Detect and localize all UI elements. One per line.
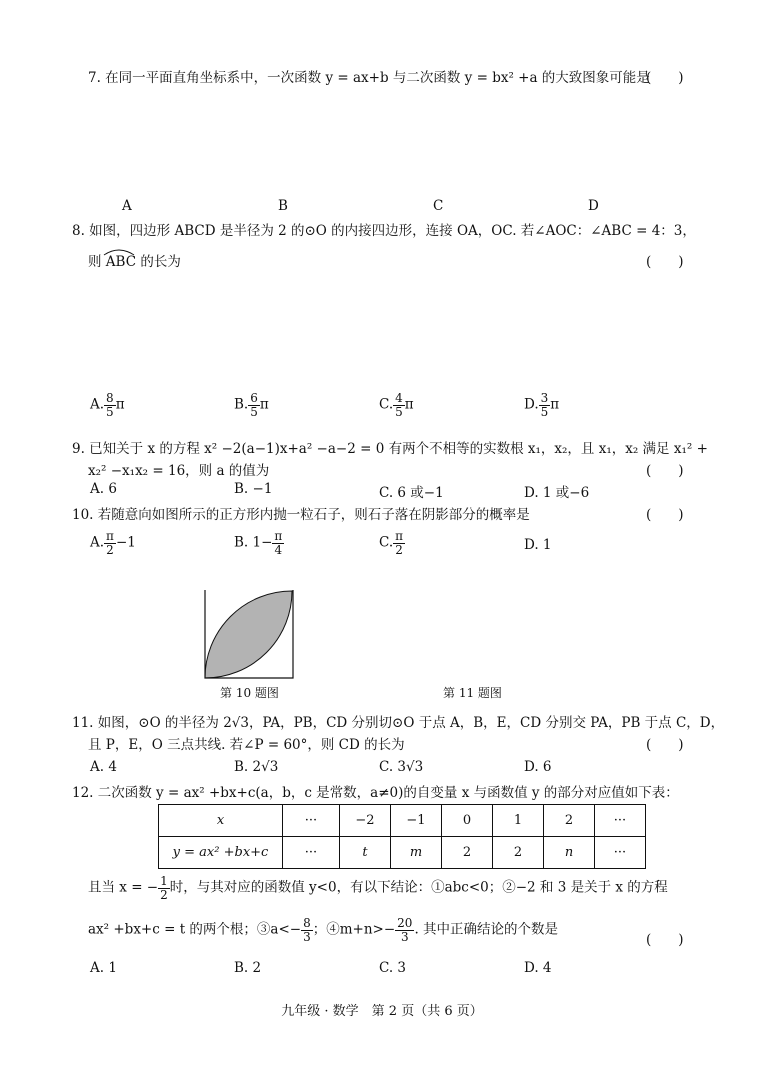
q12-stem-line1: 12. 二次函数 y = ax² +bx+c(a，b，c 是常数，a≠0)的自变量 x 与函数值 y 的部分对应值如下表：: [72, 785, 679, 801]
q8-option-c: C. $\frac{4}{5}$ π: [379, 391, 414, 419]
q8-option-b: B. $\frac{6}{5}$ π: [234, 391, 269, 419]
q9-option-d: D. 1 或−6: [524, 485, 590, 501]
q10-option-b: B. 1− $\frac{\pi}{4}$: [234, 529, 283, 557]
table-cell: 2: [493, 837, 544, 869]
table-cell: x: [159, 805, 283, 837]
q8-option-a: A. $\frac{8}{5}$ π: [90, 391, 125, 419]
q12-option-c: C. 3: [379, 960, 407, 976]
q11-answer-paren: ( ): [646, 737, 684, 753]
q12-stem-line3: ax² +bx+c = t 的两个根；③a<− $\frac{8}{3}$ ；④m+n>− $\frac{20}{3}$ . 其中正确结论的个数是: [88, 916, 559, 944]
q9-stem-line1: 9. 已知关于 x 的方程 x² −2(a−1)x+a² −a−2 = 0 有两个不相等的实数根 x₁，x₂，且 x₁，x₂ 满足 x₁² +: [72, 441, 708, 457]
table-cell: ···: [595, 837, 646, 869]
q12-stem-line2: 且当 x = − $\frac{1}{2}$ 时，与其对应的函数值 y<0，有以下结论：①abc<0；②−2 和 3 是关于 x 的方程: [88, 874, 668, 902]
table-cell: 2: [442, 837, 493, 869]
q12-option-d: D. 4: [524, 960, 552, 976]
table-cell: −1: [391, 805, 442, 837]
q12-option-a: A. 1: [90, 960, 117, 976]
q8-stem-line2: 则 ABC 的长为: [88, 254, 181, 270]
table-cell: 1: [493, 805, 544, 837]
q10-answer-paren: ( ): [646, 507, 684, 523]
q11-stem-line1: 11. 如图，⊙O 的半径为 2√3，PA，PB，CD 分别切⊙O 于点 A，B，E，CD 分别交 PA，PB 于点 C，D，: [72, 715, 725, 731]
q9-option-a: A. 6: [90, 481, 117, 497]
q11-stem-line2: 且 P，E，O 三点共线. 若∠P = 60°，则 CD 的长为: [88, 737, 405, 753]
q8-stem-line1: 8. 如图，四边形 ABCD 是半径为 2 的⊙O 的内接四边形，连接 OA，OC. 若∠AOC：∠ABC = 4：3，: [72, 223, 696, 239]
figure-10-caption: 第 10 题图: [220, 686, 279, 700]
q9-option-c: C. 6 或−1: [379, 485, 444, 501]
q10-option-c: C. $\frac{\pi}{2}$: [379, 529, 404, 557]
q9-option-b: B. −1: [234, 481, 273, 497]
table-cell: ···: [283, 805, 340, 837]
figure-10: [204, 590, 294, 684]
table-cell: n: [544, 837, 595, 869]
q10-option-a: A. $\frac{\pi}{2}$ −1: [90, 529, 136, 557]
q7-option-c: C: [433, 198, 444, 214]
table-cell: y = ax² +bx+c: [159, 837, 283, 869]
value-table: [158, 804, 646, 869]
q7-stem: 7. 在同一平面直角坐标系中，一次函数 y = ax+b 与二次函数 y = bx² +a 的大致图象可能是: [88, 70, 650, 86]
table-cell: −2: [340, 805, 391, 837]
q7-option-b: B: [278, 198, 288, 214]
q9-stem-line2: x₂² −x₁x₂ = 16，则 a 的值为: [88, 463, 270, 479]
q7-option-d: D: [588, 198, 599, 214]
table-cell: ···: [595, 805, 646, 837]
table-row: [159, 805, 646, 837]
q10-option-d: D. 1: [524, 537, 552, 553]
figure-11-caption: 第 11 题图: [443, 686, 502, 700]
q11-option-c: C. 3√3: [379, 759, 424, 775]
q12-answer-paren: ( ): [646, 932, 684, 948]
q7-answer-paren: ( ): [646, 70, 684, 86]
q11-option-d: D. 6: [524, 759, 552, 775]
table-cell: ···: [283, 837, 340, 869]
q11-option-b: B. 2√3: [234, 759, 279, 775]
arc-symbol: [103, 244, 135, 252]
table-row: [159, 837, 646, 869]
q8-option-d: D. $\frac{3}{5}$ π: [524, 391, 560, 419]
q7-option-a: A: [122, 198, 132, 214]
q10-stem: 10. 若随意向如图所示的正方形内抛一粒石子，则石子落在阴影部分的概率是: [72, 507, 530, 523]
page-footer: 九年级 · 数学 第 2 页（共 6 页）: [281, 1004, 483, 1019]
q9-answer-paren: ( ): [646, 463, 684, 479]
q12-option-b: B. 2: [234, 960, 262, 976]
q11-option-a: A. 4: [90, 759, 117, 775]
table-cell: m: [391, 837, 442, 869]
table-cell: 2: [544, 805, 595, 837]
table-cell: t: [340, 837, 391, 869]
q8-answer-paren: ( ): [646, 254, 684, 270]
table-cell: 0: [442, 805, 493, 837]
